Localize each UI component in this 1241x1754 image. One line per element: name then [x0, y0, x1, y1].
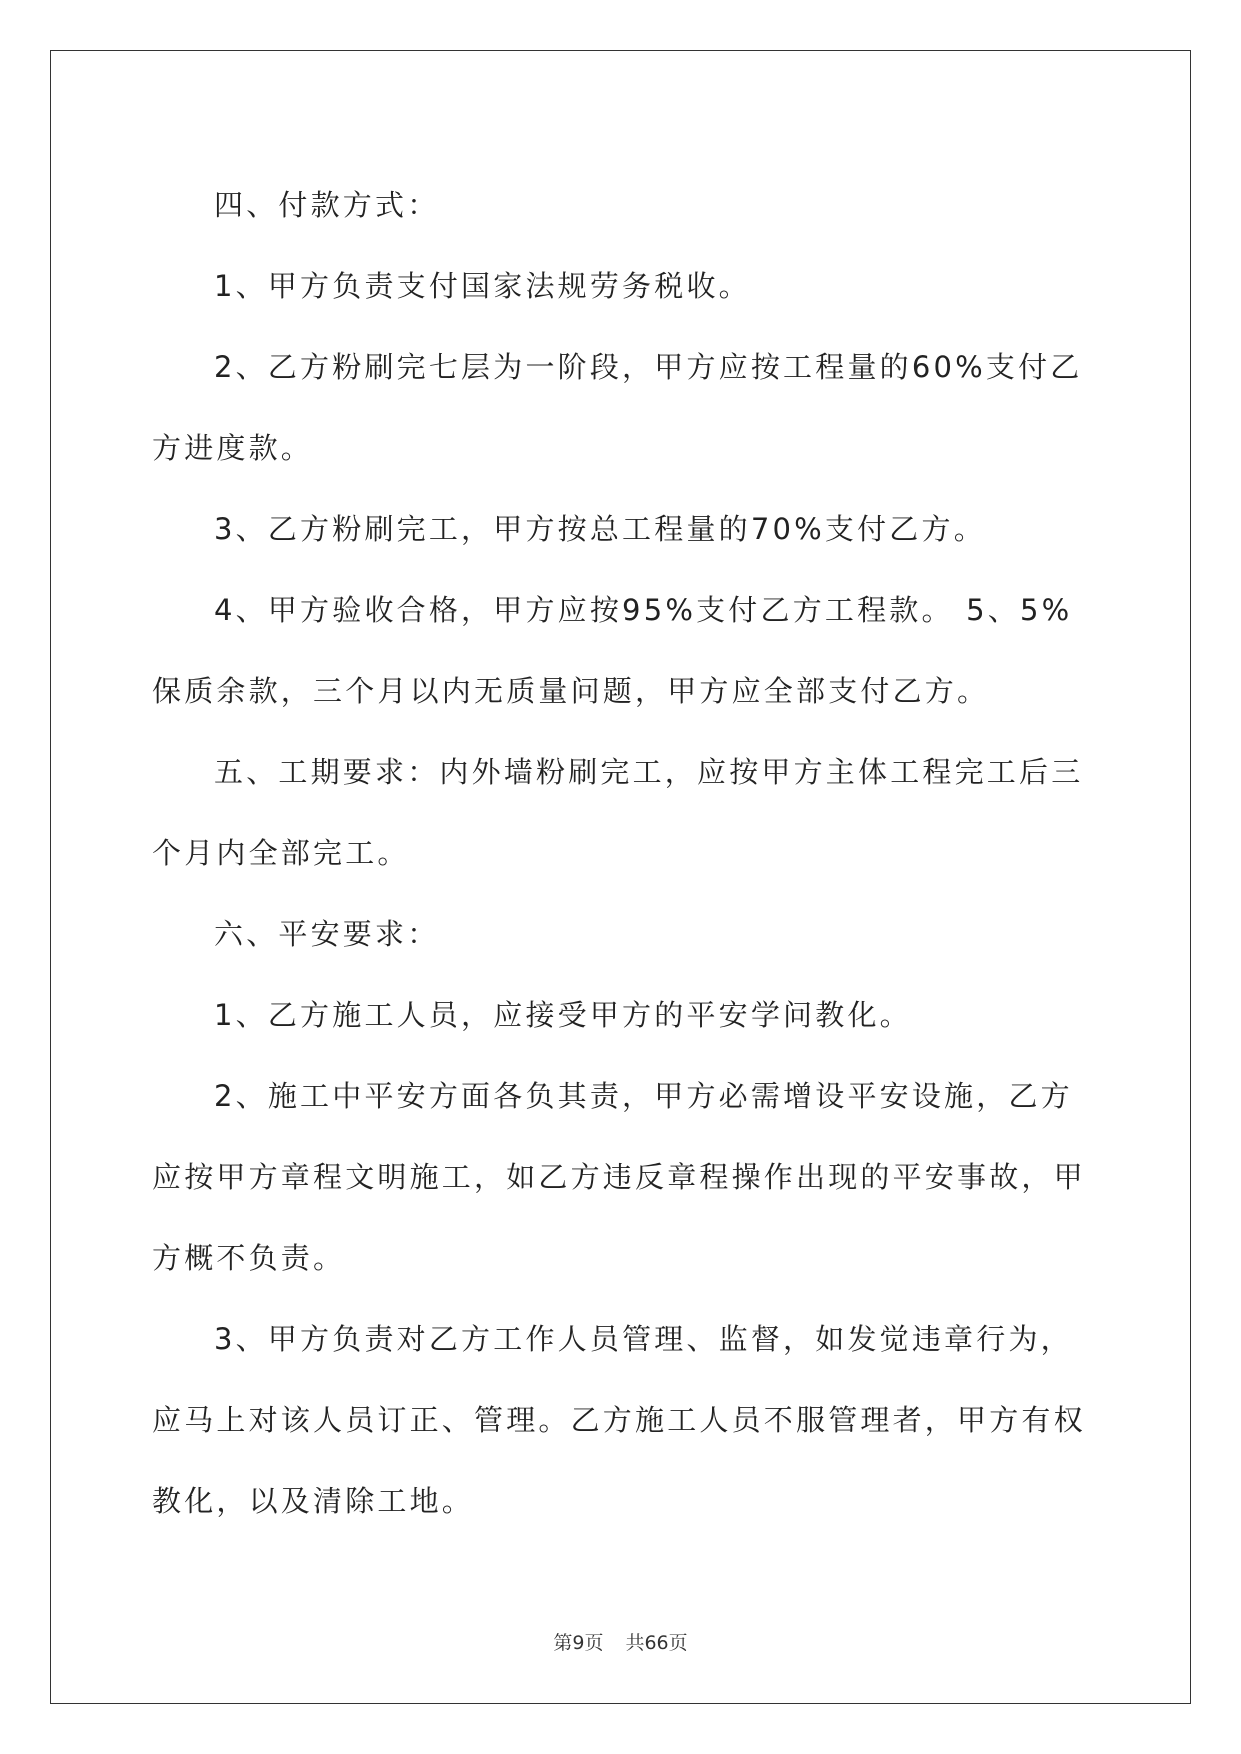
- current-page-number: 第9页: [553, 1632, 604, 1654]
- paragraph: 3、乙方粉刷完工，甲方按总工程量的70%支付乙方。: [214, 512, 986, 546]
- paragraph: 3、甲方负责对乙方工作人员管理、监督，如发觉违章行为，应马上对该人员订正、管理。乙方施工人员不服管理者，甲方有权教化，以及清除工地。: [152, 1322, 1086, 1518]
- paragraph: 2、乙方粉刷完七层为一阶段，甲方应按工程量的60%支付乙方进度款。: [152, 350, 1083, 465]
- paragraph: 2、施工中平安方面各负其责，甲方必需增设平安设施，乙方应按甲方章程文明施工，如乙方违反章程操作出现的平安事故，甲方概不负责。: [152, 1079, 1086, 1275]
- section-heading-schedule: 五、工期要求：内外墙粉刷完工，应按甲方主体工程完工后三个月内全部完工。: [152, 755, 1084, 870]
- total-page-count: 共66页: [625, 1632, 688, 1654]
- section-heading-payment: 四、付款方式：: [214, 188, 440, 222]
- paragraph: 4、甲方验收合格，甲方应按95%支付乙方工程款。 5、5%保质余款，三个月以内无质量问题，甲方应全部支付乙方。: [152, 593, 1073, 708]
- document-body: [152, 165, 1092, 1542]
- section-heading-safety: 六、平安要求：: [214, 917, 440, 951]
- paragraph: 1、甲方负责支付国家法规劳务税收。: [214, 269, 751, 303]
- page-footer: [0, 1628, 1241, 1655]
- paragraph: 1、乙方施工人员，应接受甲方的平安学问教化。: [214, 998, 912, 1032]
